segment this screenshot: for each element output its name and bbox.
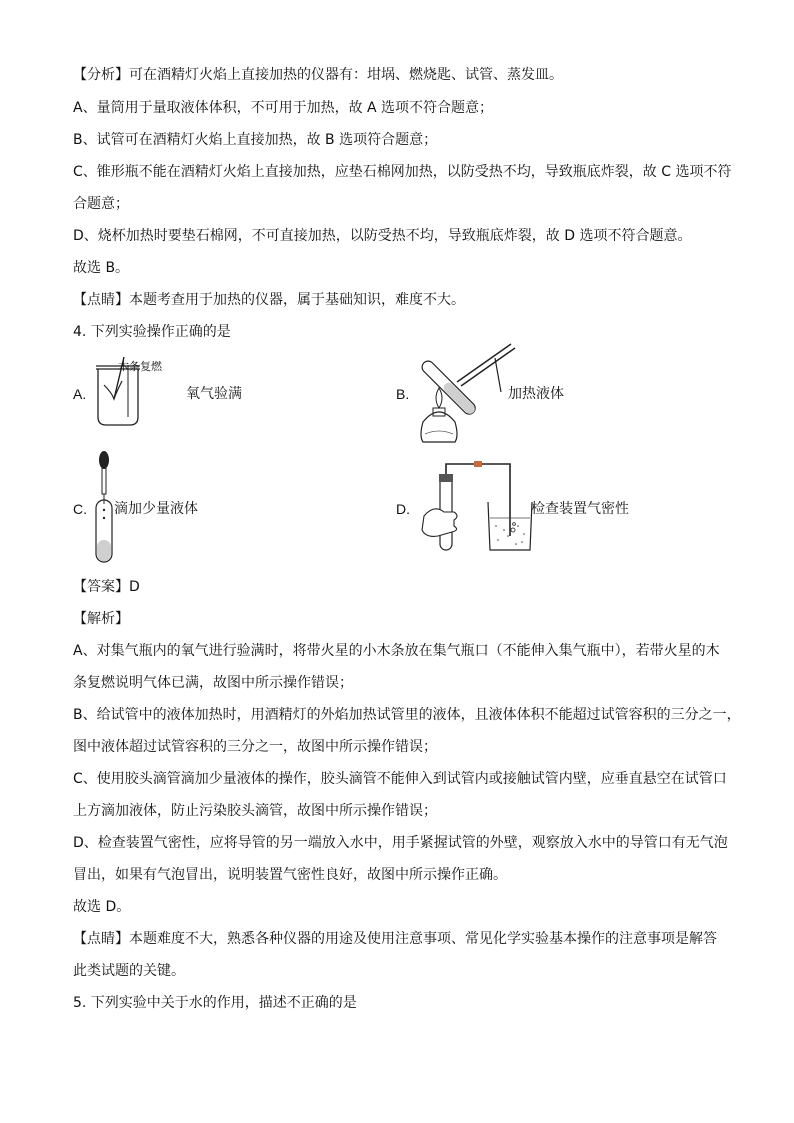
option-a-label: A. — [73, 386, 87, 402]
prev-analysis-line-2: A、量筒用于量取液体体积，不可用于加热，故 A 选项不符合题意； — [73, 100, 494, 116]
explanation-line-9: 故选 D。 — [73, 899, 131, 915]
prev-comment: 【点睛】本题考查用于加热的仪器，属于基础知识，难度不大。 — [73, 292, 465, 308]
explanation-line-8: 冒出，如果有气泡冒出，说明装置气密性良好，故图中所示操作正确。 — [73, 867, 507, 883]
prev-analysis-line-5: 合题意； — [73, 196, 129, 212]
option-b-label: B. — [396, 386, 410, 402]
option-c-caption: 滴加少量液体 — [114, 501, 198, 517]
answer-value: D — [129, 579, 140, 595]
question-4-stem: 4. 下列实验操作正确的是 — [73, 324, 231, 340]
explanation-line-1: A、对集气瓶内的氧气进行验满时，将带火星的小木条放在集气瓶口（不能伸入集气瓶中），若带火星的木 — [73, 643, 720, 659]
option-c-label: C. — [73, 501, 87, 517]
explanation-line-4: 图中液体超过试管容积的三分之一，故图中所示操作错误； — [73, 739, 437, 755]
comment-line-1: 【点睛】本题难度不大，熟悉各种仪器的用途及使用注意事项、常见化学实验基本操作的注意事项是解答 — [73, 931, 717, 947]
prev-analysis-line-1: 【分析】可在酒精灯火焰上直接加热的仪器有：坩埚、燃烧匙、试管、蒸发皿。 — [73, 67, 563, 83]
explanation-line-6: 上方滴加液体，防止污染胶头滴管，故图中所示操作错误； — [73, 803, 437, 819]
prev-analysis-line-4: C、锥形瓶不能在酒精灯火焰上直接加热，应垫石棉网加热，以防受热不均，导致瓶底炸裂，故 C 选项不符 — [73, 164, 732, 180]
option-d-airtight-check-figure — [418, 460, 533, 555]
comment-line-2: 此类试题的关键。 — [73, 963, 185, 979]
answer-line — [73, 578, 140, 596]
answer-tag: 【答案】 — [73, 579, 129, 595]
option-a-caption: 氧气验满 — [186, 386, 242, 402]
option-d-caption: 检查装置气密性 — [531, 501, 629, 517]
option-c-dropper-figure — [92, 450, 116, 565]
prev-analysis-line-3: B、试管可在酒精灯火焰上直接加热，故 B 选项符合题意； — [73, 132, 438, 148]
explanation-line-7: D、检查装置气密性，应将导管的另一端放入水中，用手紧握试管的外壁，观察放入水中的导管口有无气泡 — [73, 835, 728, 851]
explanation-line-5: C、使用胶头滴管滴加少量液体的操作，胶头滴管不能伸入到试管内或接触试管内壁，应垂直悬空在试管口 — [73, 771, 727, 787]
comment-tag: 【点睛】 — [73, 931, 129, 947]
explanation-line-2: 条复燃说明气体已满，故图中所示操作错误； — [73, 675, 353, 691]
explanation-line-3: B、给试管中的液体加热时，用酒精灯的外焰加热试管里的液体，且液体体积不能超过试管容积的三分之一， — [73, 707, 741, 723]
analysis-tag: 【分析】 — [73, 67, 129, 83]
prev-analysis-line-7: 故选 B。 — [73, 260, 130, 276]
option-b-caption: 加热液体 — [508, 386, 564, 402]
explanation-tag: 【解析】 — [73, 611, 129, 627]
comment-tag: 【点睛】 — [73, 292, 129, 308]
prev-analysis-line-6: D、烧杯加热时要垫石棉网，不可直接加热，以防受热不均，导致瓶底炸裂，故 D 选项不符合题意。 — [73, 228, 692, 244]
question-5-stem: 5. 下列实验中关于水的作用，描述不正确的是 — [73, 995, 357, 1011]
option-a-note: 木条复燃 — [118, 360, 162, 373]
option-d-label: D. — [396, 501, 410, 517]
